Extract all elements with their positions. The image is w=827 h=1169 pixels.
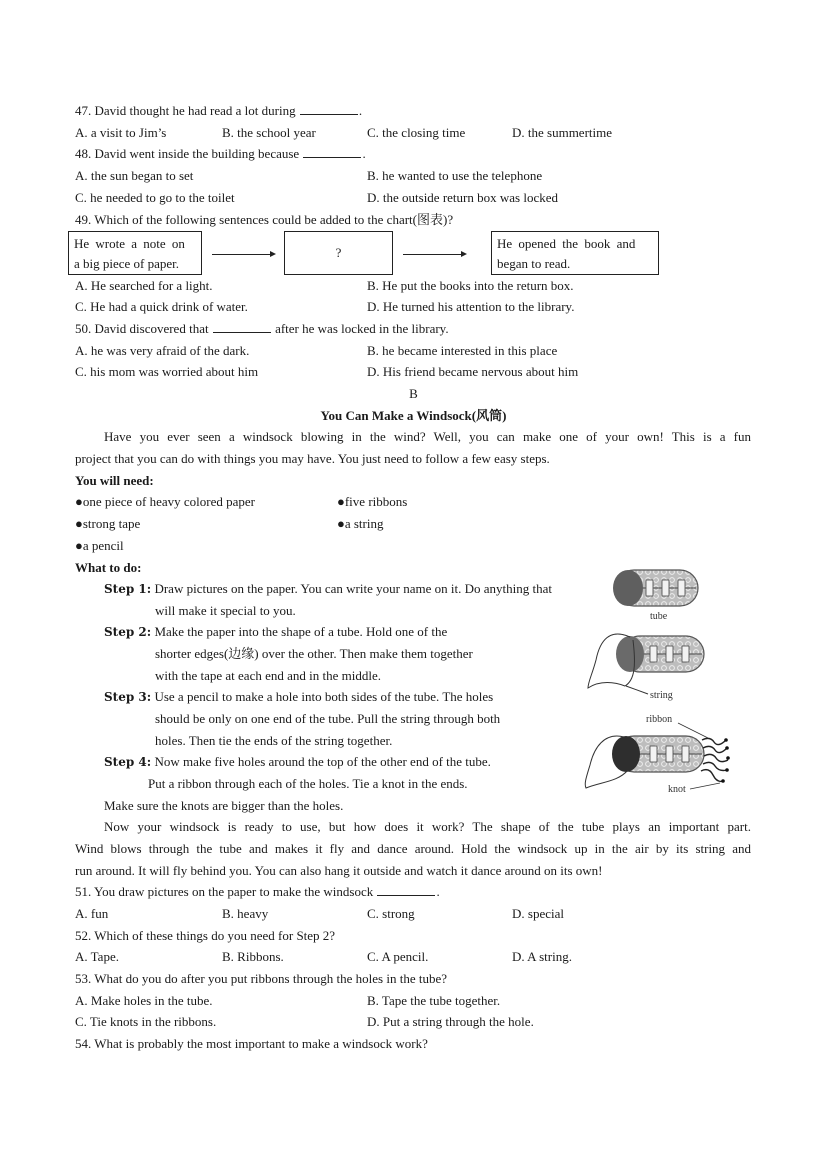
outro-line: Now your windsock is ready to use, but how does it work? The shape of the tube plays an important part. bbox=[104, 819, 751, 834]
step-1 bbox=[104, 581, 552, 597]
section-letter: B bbox=[409, 386, 418, 401]
passage-title: You Can Make a Windsock(风筒) bbox=[320, 408, 507, 423]
step-2 bbox=[104, 624, 447, 640]
option-d[interactable]: D. the outside return box was locked bbox=[367, 190, 558, 205]
outro-line: Wind blows through the tube and makes it fly and dance around. Hold the windsock up in the air by its string and bbox=[75, 841, 751, 856]
needs-item: ●a string bbox=[337, 516, 384, 531]
step-text: with the tape at each end and in the middle. bbox=[155, 668, 381, 683]
chart-box-missing bbox=[284, 231, 393, 275]
figure-label-tube: tube bbox=[650, 611, 668, 622]
option-a[interactable]: A. a visit to Jim’s bbox=[75, 125, 167, 140]
needs-heading: You will need: bbox=[75, 473, 154, 488]
step-label: Step 1: bbox=[104, 582, 152, 596]
answer-blank bbox=[377, 884, 435, 896]
intro-line: Have you ever seen a windsock blowing in the wind? Well, you can make one of your own! This is a fun bbox=[104, 429, 751, 444]
step-text: holes. Then tie the ends of the string together. bbox=[155, 733, 393, 748]
tube-with-ribbons-figure bbox=[585, 714, 730, 795]
option-d[interactable]: D. Put a string through the hole. bbox=[367, 1014, 534, 1029]
chart-box-line: He wrote a note on bbox=[74, 236, 185, 251]
question-52-stem: 52. Which of these things do you need for Step 2? bbox=[75, 928, 336, 943]
option-a[interactable]: A. Make holes in the tube. bbox=[75, 993, 213, 1008]
step-text: will make it special to you. bbox=[155, 603, 296, 618]
option-d[interactable]: D. His friend became nervous about him bbox=[367, 364, 579, 379]
question-47: 47. David thought he had read a lot during . bbox=[75, 103, 363, 118]
question-48: 48. David went inside the building because . bbox=[75, 146, 366, 161]
step-3 bbox=[104, 689, 493, 705]
option-b[interactable]: B. Ribbons. bbox=[222, 949, 284, 964]
outro-line: run around. It will fly behind you. You can also hang it outside and watch it dance around on its own! bbox=[75, 863, 603, 878]
option-b[interactable]: B. he became interested in this place bbox=[367, 343, 558, 358]
question-stem: 50. David discovered that bbox=[75, 321, 209, 336]
question-stem: 47. David thought he had read a lot during bbox=[75, 103, 296, 118]
answer-blank bbox=[213, 321, 271, 333]
option-c[interactable]: C. A pencil. bbox=[367, 949, 429, 964]
step-note: Make sure the knots are bigger than the holes. bbox=[104, 798, 344, 813]
todo-heading: What to do: bbox=[75, 560, 142, 575]
question-stem: 48. David went inside the building because bbox=[75, 146, 300, 161]
option-b[interactable]: B. He put the books into the return box. bbox=[367, 278, 574, 293]
option-a[interactable]: A. He searched for a light. bbox=[75, 278, 213, 293]
needs-item: ●five ribbons bbox=[337, 494, 408, 509]
option-c[interactable]: C. Tie knots in the ribbons. bbox=[75, 1014, 217, 1029]
question-mark: ? bbox=[335, 245, 342, 260]
step-label: Step 4: bbox=[104, 755, 152, 769]
option-a[interactable]: A. he was very afraid of the dark. bbox=[75, 343, 250, 358]
needs-item: ●a pencil bbox=[75, 538, 124, 553]
step-label: Step 2: bbox=[104, 625, 152, 639]
figure-label-string: string bbox=[650, 690, 673, 701]
question-stem-end: after he was locked in the library. bbox=[275, 321, 449, 336]
needs-item: ●strong tape bbox=[75, 516, 141, 531]
option-b[interactable]: B. heavy bbox=[222, 906, 269, 921]
option-d[interactable]: D. the summertime bbox=[512, 125, 613, 140]
option-a[interactable]: A. fun bbox=[75, 906, 109, 921]
option-d[interactable]: D. special bbox=[512, 906, 564, 921]
step-4 bbox=[104, 754, 491, 770]
question-stem: 51. You draw pictures on the paper to make the windsock bbox=[75, 884, 374, 899]
option-b[interactable]: B. Tape the tube together. bbox=[367, 993, 501, 1008]
question-53-stem: 53. What do you do after you put ribbons through the holes in the tube? bbox=[75, 971, 447, 986]
answer-blank bbox=[303, 146, 361, 158]
question-54-stem: 54. What is probably the most important to make a windsock work? bbox=[75, 1036, 428, 1051]
step-text: Make the paper into the shape of a tube. Hold one of the bbox=[154, 624, 448, 639]
windsock-illustration bbox=[580, 560, 740, 800]
step-text: Now make five holes around the top of the other end of the tube. bbox=[154, 754, 491, 769]
option-c[interactable]: C. the closing time bbox=[367, 125, 466, 140]
chart-box-line: He opened the book and bbox=[497, 236, 636, 251]
answer-blank bbox=[300, 103, 358, 115]
needs-item: ●one piece of heavy colored paper bbox=[75, 494, 256, 509]
option-c[interactable]: C. He had a quick drink of water. bbox=[75, 299, 248, 314]
question-50 bbox=[75, 321, 449, 337]
step-text: should be only on one end of the tube. Pull the string through both bbox=[155, 711, 501, 726]
option-d[interactable]: D. A string. bbox=[512, 949, 572, 964]
option-a[interactable]: A. the sun began to set bbox=[75, 168, 194, 183]
question-49-stem: 49. Which of the following sentences could be added to the chart(图表)? bbox=[75, 212, 454, 227]
arrow-icon bbox=[212, 254, 274, 255]
intro-line: project that you can do with things you may have. You just need to follow a few easy steps. bbox=[75, 451, 550, 466]
option-d[interactable]: D. He turned his attention to the library. bbox=[367, 299, 575, 314]
option-c[interactable]: C. his mom was worried about him bbox=[75, 364, 259, 379]
chart-box-line: began to read. bbox=[497, 256, 571, 271]
step-text: shorter edges(边缘) over the other. Then make them together bbox=[155, 646, 473, 661]
question-51: 51. You draw pictures on the paper to make the windsock . bbox=[75, 884, 440, 899]
option-a[interactable]: A. Tape. bbox=[75, 949, 119, 964]
chart-box-end bbox=[491, 231, 659, 275]
step-label: Step 3: bbox=[104, 690, 152, 704]
figure-label-knot: knot bbox=[668, 784, 686, 795]
tube-figure bbox=[613, 570, 698, 622]
chart-box-line: a big piece of paper. bbox=[74, 256, 180, 271]
step-text: Use a pencil to make a hole into both sides of the tube. The holes bbox=[154, 689, 494, 704]
step-text: Put a ribbon through each of the holes. Tie a knot in the ends. bbox=[148, 776, 468, 791]
figure-label-ribbon: ribbon bbox=[646, 714, 673, 725]
option-c[interactable]: C. he needed to go to the toilet bbox=[75, 190, 235, 205]
option-c[interactable]: C. strong bbox=[367, 906, 415, 921]
chart-box-start bbox=[68, 231, 202, 275]
step-text: Draw pictures on the paper. You can write your name on it. Do anything that bbox=[154, 581, 552, 596]
option-b[interactable]: B. the school year bbox=[222, 125, 316, 140]
tube-with-string-figure bbox=[588, 634, 704, 701]
option-b[interactable]: B. he wanted to use the telephone bbox=[367, 168, 543, 183]
arrow-icon bbox=[403, 254, 465, 255]
